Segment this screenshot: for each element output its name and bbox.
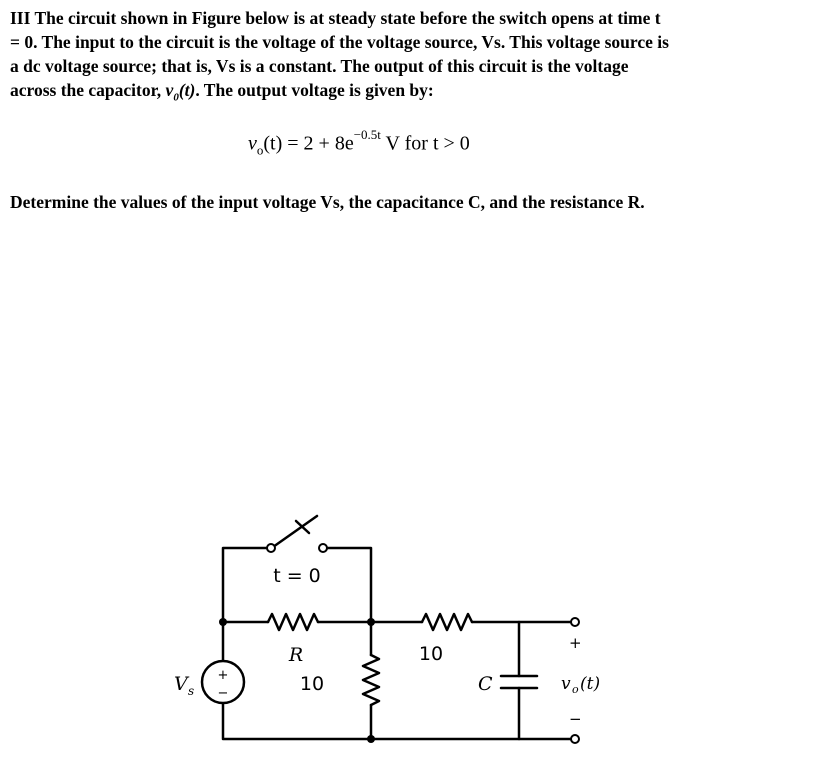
output-variable-subscript: 0 <box>173 91 179 104</box>
switch-terminal-left <box>267 544 275 552</box>
output-label: v <box>561 674 571 694</box>
output-terminal-bottom <box>571 735 579 743</box>
junction-middle-top <box>367 618 375 626</box>
source-minus-sign: − <box>217 686 229 701</box>
output-plus-sign: + <box>569 634 582 652</box>
problem-line-4-text: across the capacitor, <box>10 80 166 100</box>
output-variable-arg: (t) <box>178 80 196 100</box>
resistor-r <box>268 614 318 630</box>
switch-label: t = 0 <box>273 565 321 587</box>
source-plus-sign: + <box>217 668 229 683</box>
resistor-r-value: 10 <box>299 673 325 695</box>
output-terminal-top <box>571 618 579 626</box>
resistor-r-label: R <box>288 644 304 666</box>
problem-line-1: III The circuit shown in Figure below is at steady state before the switch opens at time t <box>10 8 661 28</box>
equation-unit: V for <box>380 132 433 155</box>
task-statement: Determine the values of the input voltage Vs, the capacitance C, and the resistance R. <box>10 192 645 212</box>
equation-lhs: v <box>248 132 257 155</box>
problem-line-4-tail: . The output voltage is given by: <box>195 80 434 100</box>
switch-left-wire <box>223 548 268 622</box>
source-label-subscript: s <box>188 684 195 698</box>
output-label-subscript: o <box>572 683 579 696</box>
equation-lhs-subscript: o <box>256 142 264 158</box>
capacitor-label: C <box>478 673 493 695</box>
output-minus-sign: − <box>569 710 582 728</box>
switch-right-wire <box>327 548 371 622</box>
source-label: V <box>174 673 188 695</box>
junction-left-top <box>219 618 227 626</box>
resistor-series-value: 10 <box>418 643 444 665</box>
output-label-arg: (t) <box>580 674 601 694</box>
resistor-series-10 <box>422 614 472 630</box>
equation-condition: t > 0 <box>432 132 470 155</box>
junction-middle-bottom <box>367 735 375 743</box>
problem-line-3: a dc voltage source; that is, Vs is a constant. The output of this circuit is the voltage <box>10 56 629 76</box>
resistor-shunt-10 <box>363 655 379 705</box>
equation-exponent: −0.5t <box>353 127 381 142</box>
problem-line-2: = 0. The input to the circuit is the voltage of the voltage source, Vs. This voltage source is <box>10 32 669 52</box>
switch-terminal-right <box>319 544 327 552</box>
equation-body: (t) = 2 + 8e <box>263 132 354 155</box>
output-variable: v <box>165 80 174 100</box>
